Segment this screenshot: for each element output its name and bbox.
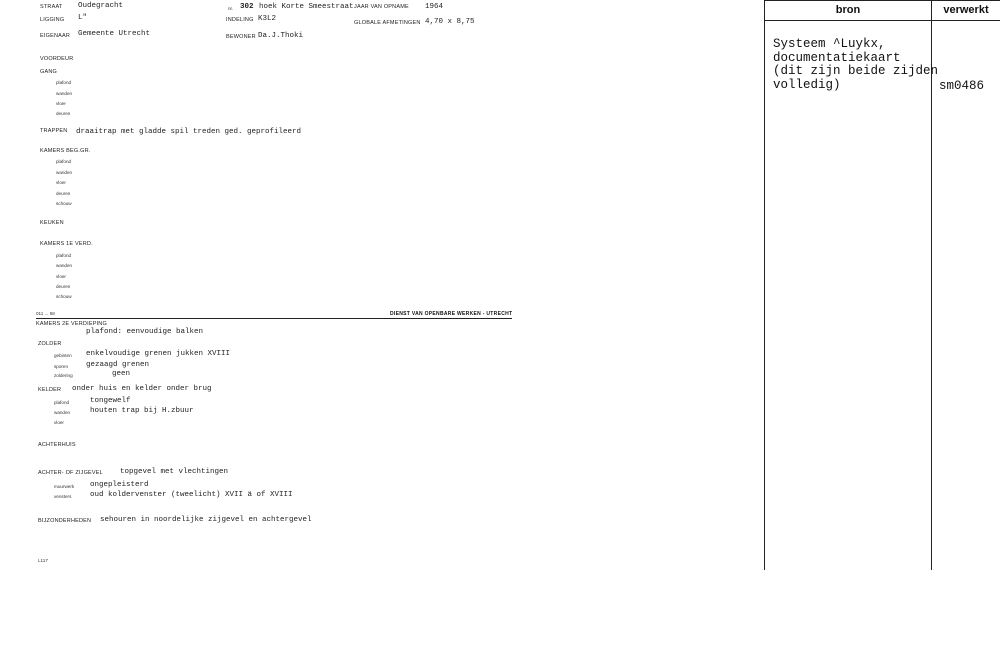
zolder-gebinten-value: enkelvoudige grenen jukken XVIII: [86, 350, 231, 358]
indeling-label: INDELING: [226, 17, 254, 23]
zolder-sporen-value: gezaagd grenen: [86, 361, 150, 369]
kamers-beg-gr-label: KAMERS BEG.GR.: [40, 148, 91, 154]
bron-line-2: documentatiekaart: [773, 50, 901, 65]
straat-value: Oudegracht: [78, 2, 124, 10]
globale-afmetingen-value: 4,70 x 8,75: [425, 18, 475, 26]
1e-verd-schouw-label: schouw: [56, 294, 72, 299]
kamers-2e-verd-label: KAMERS 2E VERDIEPING: [36, 321, 107, 327]
beg-gr-deuren-label: deuren: [56, 191, 71, 196]
bijzonderheden-value: sehouren in noordelijke zijgevel en achtergevel: [100, 516, 312, 524]
verwerkt-header: verwerkt: [943, 4, 989, 16]
card-top-footer-department: DIENST VAN OPENBARE WERKEN - UTRECHT: [390, 311, 513, 317]
zolder-zoldering-label: zoldering: [54, 373, 73, 378]
achterhuis-label: ACHTERHUIS: [38, 442, 76, 448]
bron-line-3: (dit zijn beide zijden: [773, 64, 939, 78]
zolder-label: ZOLDER: [38, 341, 62, 347]
kelder-vloer-label: vloer: [54, 420, 64, 425]
zijgevel-muurwerk-value: ongepleisterd: [90, 481, 149, 489]
zijgevel-muurwerk-label: muurwerk: [54, 484, 75, 489]
ligging-value: L": [78, 14, 88, 22]
gang-deuren-label: deuren: [56, 111, 71, 116]
kelder-label: KELDER: [38, 387, 62, 393]
bron-line-1: Systeem ^Luykx,: [773, 37, 886, 51]
trappen-label: TRAPPEN: [40, 128, 68, 134]
gang-vloer-label: vloer: [56, 101, 66, 106]
gang-plafond-label: plafond: [56, 80, 72, 85]
achter-zijgevel-value: topgevel met vlechtingen: [120, 468, 229, 476]
1e-verd-plafond-label: plafond: [56, 253, 72, 258]
trappen-value: draaitrap met gladde spil treden ged. geprofileerd: [76, 128, 302, 136]
kamers-1e-verd-label: KAMERS 1E VERD.: [40, 241, 93, 247]
bron-header: bron: [835, 4, 861, 16]
zijgevel-vensters-value: oud koldervenster (tweelicht) XVII ä of XVIII: [90, 491, 293, 499]
card-top-footer-code: 011 ... 68: [36, 311, 55, 316]
bijzonderheden-label: BIJZONDERHEDEN: [38, 518, 92, 524]
kelder-plafond-value: tongewelf: [90, 397, 131, 405]
gang-wanden-label: wanden: [56, 91, 73, 96]
jaar-van-opname-value: 1964: [425, 3, 444, 11]
table-top-border: [765, 0, 1000, 1]
bron-text: [773, 38, 938, 92]
beg-gr-plafond-label: plafond: [56, 159, 72, 164]
1e-verd-vloer-label: vloer: [56, 274, 66, 279]
beg-gr-vloer-label: vloer: [56, 180, 66, 185]
verwerkt-text: sm0486: [939, 79, 985, 93]
kelder-value: onder huis en kelder onder brug: [72, 385, 212, 393]
jaar-van-opname-label: JAAR VAN OPNAME: [354, 4, 409, 10]
kelder-plafond-label: plafond: [54, 400, 70, 405]
nr-suffix: hoek Korte Smeestraat: [259, 3, 354, 11]
indeling-value: K3L2: [258, 15, 277, 23]
beg-gr-wanden-label: wanden: [56, 170, 73, 175]
achter-zijgevel-label: ACHTER- OF ZIJGEVEL: [38, 470, 103, 476]
eigenaar-label: EIGENAAR: [40, 33, 71, 39]
table-header-border: [765, 20, 1000, 21]
1e-verd-deuren-label: deuren: [56, 284, 71, 289]
keuken-label: KEUKEN: [40, 220, 64, 226]
straat-label: STRAAT: [40, 4, 63, 10]
zolder-sporen-label: sporen: [54, 364, 69, 369]
card-separator: [36, 318, 512, 319]
gang-label: GANG: [40, 69, 57, 75]
eigenaar-value: Gemeente Utrecht: [78, 30, 151, 38]
nr-label: nr.: [228, 6, 234, 11]
beg-gr-schouw-label: schouw: [56, 201, 72, 206]
kamers-2e-verd-value: plafond: eenvoudige balken: [86, 328, 204, 336]
globale-afmetingen-label: GLOBALE AFMETINGEN: [354, 20, 421, 26]
zijgevel-vensters-label: vensters: [54, 494, 72, 499]
zolder-gebinten-label: gebinten: [54, 353, 72, 358]
kelder-wanden-label: wanden: [54, 410, 71, 415]
kelder-wanden-value: houten trap bij H.zbuur: [90, 407, 194, 415]
1e-verd-wanden-label: wanden: [56, 263, 73, 268]
voordeur-label: VOORDEUR: [40, 56, 74, 62]
bron-line-4: volledig): [773, 77, 841, 92]
bewoner-value: Da.J.Thoki: [258, 32, 304, 40]
zolder-zoldering-value: geen: [112, 370, 131, 378]
bewoner-label: BEWONER: [226, 34, 256, 40]
ligging-label: LIGGING: [40, 17, 65, 23]
table-left-border: [764, 0, 765, 570]
nr-value: 302: [240, 3, 254, 11]
card-bottom-footer: L117: [38, 558, 48, 563]
